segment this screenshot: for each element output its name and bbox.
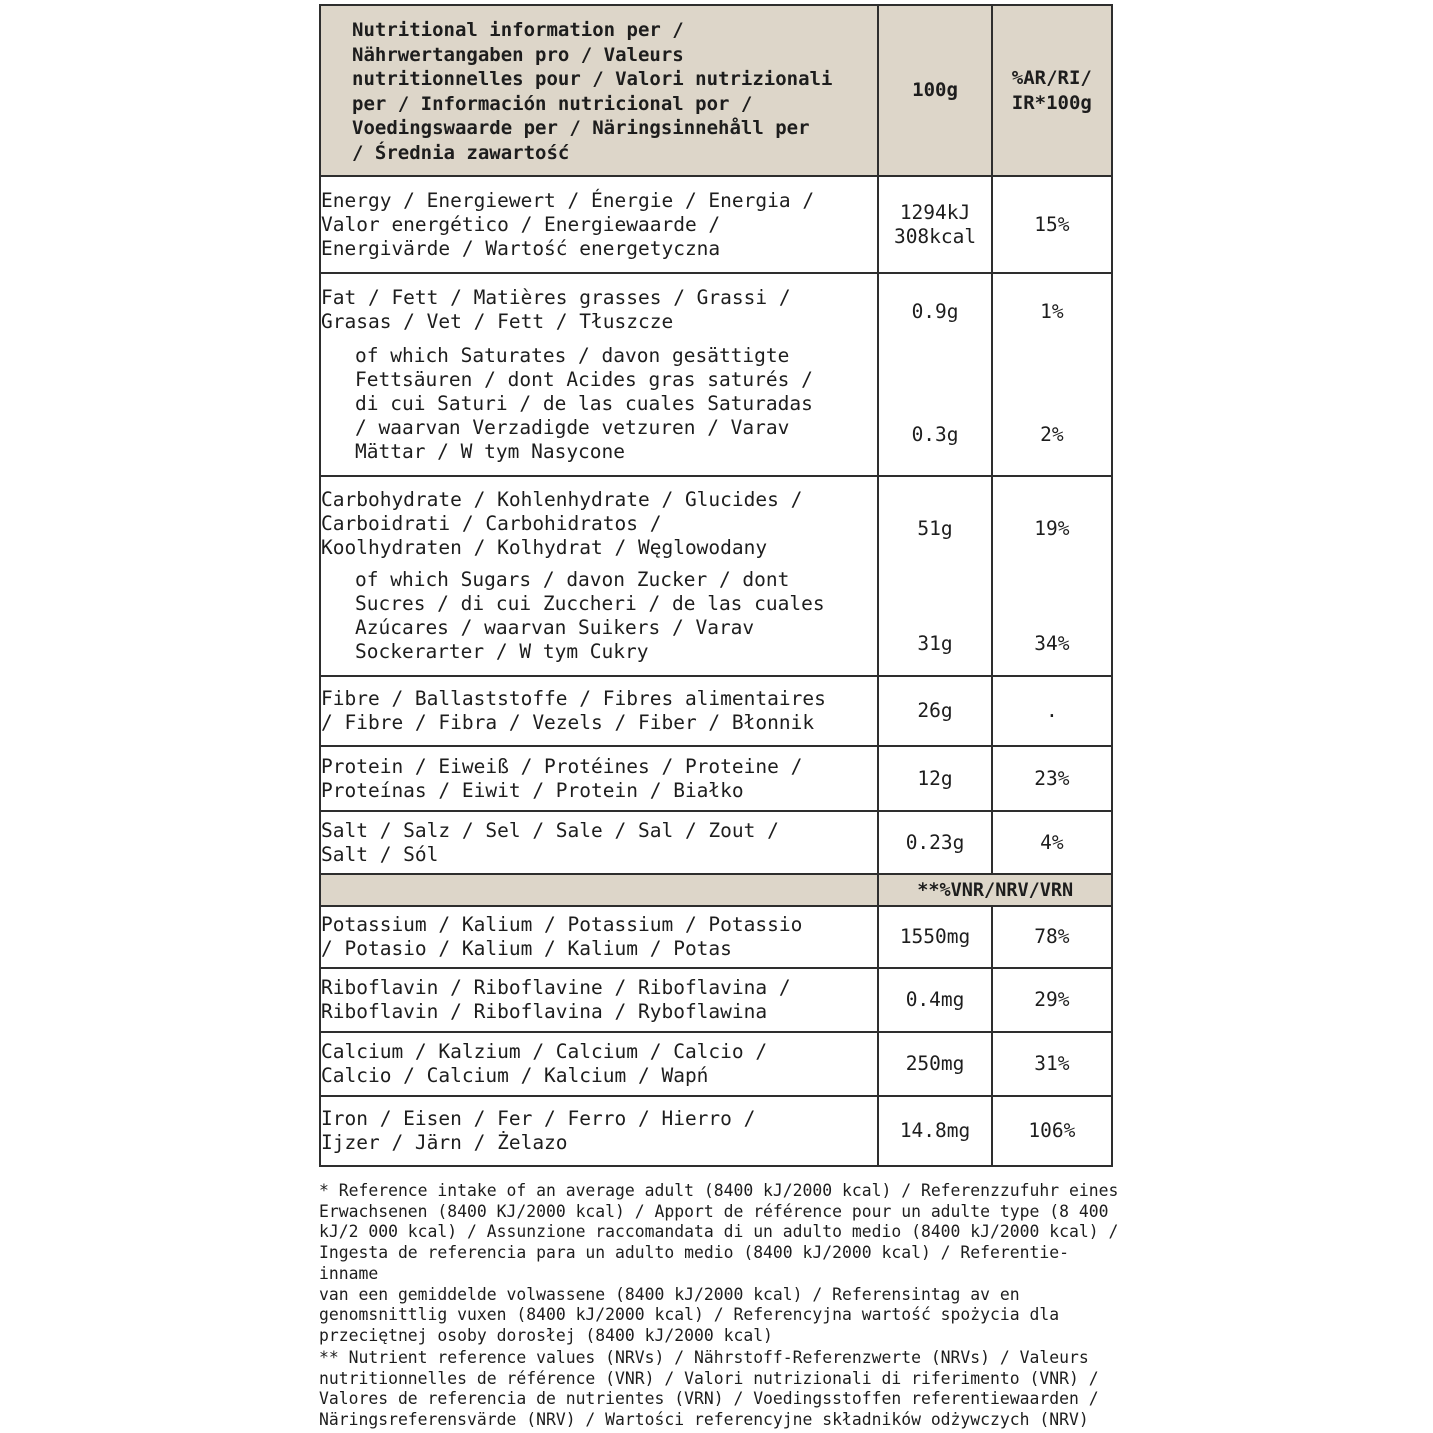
nrv-band-label: **%VNR/NRV/VRN [878,874,1112,906]
fat-value: 0.9g [911,300,959,323]
protein-ri: 23% [992,746,1112,811]
fat-label: Fat / Fett / Matières grasses / Grassi / Grasas / Vet / Fett / Tłuszcze of which Saturates / davon gesättigte Fettsäuren / dont Acides gras saturés / di cui Saturi / de las cuales Saturadas / waarvan Verzadigde vetzuren / Varav Mättar / W tym Nasycone [320,273,878,476]
protein-value: 12g [878,746,991,811]
footnote-nrv: ** Nutrient reference values (NRVs) / Nährstoff-Referenzwerte (NRVs) / Valeurs nutritionnelles de référence (VNR) / Valori nutrizionali di riferimento (VNR) / Valores de referencia de nutrientes (VRN) / Voedingsstoffen referentiewaarden / Näringsreferensvärde (NRV) / Wartości referencyjne składników odżywczych (NRV) [319,1348,1099,1430]
fat-values [878,273,991,476]
header-ri: %AR/RI/ IR*100g [992,5,1112,176]
table-header-row [320,5,1112,176]
row-fibre [320,676,1112,746]
sugars-ri: 34% [1034,632,1070,655]
nrv-band-row [320,874,1112,906]
saturates-label: of which Saturates / davon gesättigte Fettsäuren / dont Acides gras saturés / di cui Saturi / de las cuales Saturadas / waarvan Verzadigde vetzuren / Varav Mättar / W tym Nasycone [355,343,813,463]
row-carbohydrate [320,476,1112,676]
riboflavin-label: Riboflavin / Riboflavine / Riboflavina / Riboflavin / Riboflavina / Ryboflawina [320,968,878,1032]
calcium-nrv: 31% [992,1032,1112,1096]
row-fat [320,273,1112,476]
fibre-ri: . [992,676,1112,746]
nrv-band-empty [320,874,878,906]
row-potassium [320,906,1112,968]
potassium-label: Potassium / Kalium / Potassium / Potassio / Potasio / Kalium / Kalium / Potas [320,906,878,968]
row-energy [320,176,1112,273]
riboflavin-value: 0.4mg [878,968,991,1032]
energy-ri: 15% [992,176,1112,273]
saturates-value: 0.3g [911,423,959,446]
riboflavin-nrv: 29% [992,968,1112,1032]
iron-value: 14.8mg [878,1096,991,1166]
sugars-value: 31g [917,632,953,655]
nutrition-table [319,4,1113,1167]
fat-ri: 1% [1040,300,1064,323]
header-label: Nutritional information per / Nährwertangaben pro / Valeurs nutritionnelles pour / Valori nutrizionali per / Información nutricional por / Voedingswaarde per / Näringsinnehåll per / Średnia zawartość [320,5,878,176]
carbohydrate-values [878,476,991,676]
row-riboflavin [320,968,1112,1032]
row-protein [320,746,1112,811]
iron-nrv: 106% [992,1096,1112,1166]
protein-label: Protein / Eiweiß / Protéines / Proteine / Proteínas / Eiwit / Protein / Białko [320,746,878,811]
carbohydrate-ri-values [992,476,1112,676]
potassium-nrv: 78% [992,906,1112,968]
footnote-reference-intake: * Reference intake of an average adult (8400 kJ/2000 kcal) / Referenzzufuhr eines Erwachsenen (8400 KJ/2000 kcal) / Apport de référence pour un adulte type (8 400 kJ/2 000 kcal) / Assunzione raccomandata di un adulto medio (8400 kJ/2000 kcal) / Ingesta de referencia para un adulto medio (8400 kJ/2000 kcal) / Referentie-inname van een gemiddelde volwassene (8400 kJ/2000 kcal) / Referensintag av en genomsnittlig vuxen (8400 kJ/2000 kcal) / Referencyjna wartość spożycia dla przeciętnej osoby dorosłej (8400 kJ/2000 kcal) [319,1181,1119,1345]
calcium-value: 250mg [878,1032,991,1096]
fibre-value: 26g [878,676,991,746]
saturates-ri: 2% [1040,423,1064,446]
salt-ri: 4% [992,811,1112,874]
carbohydrate-ri: 19% [1034,517,1070,540]
fat-ri-values [992,273,1112,476]
carbohydrate-label: Carbohydrate / Kohlenhydrate / Glucides / Carboidrati / Carbohidratos / Koolhydraten / Kolhydrat / Węglowodany of which Sugars / davon Zucker / dont Sucres / di cui Zuccheri / de las cuales Azúcares / waarvan Suikers / Varav Sockerarter / W tym Cukry [320,476,878,676]
fibre-label: Fibre / Ballaststoffe / Fibres alimentaires / Fibre / Fibra / Vezels / Fiber / Błonnik [320,676,878,746]
calcium-label: Calcium / Kalzium / Calcium / Calcio / Calcio / Calcium / Kalcium / Wapń [320,1032,878,1096]
row-iron [320,1096,1112,1166]
row-calcium [320,1032,1112,1096]
header-100g: 100g [878,5,991,176]
energy-label: Energy / Energiewert / Énergie / Energia / Valor energético / Energiewaarde / Energivärde / Wartość energetyczna [320,176,878,273]
sugars-label: of which Sugars / davon Zucker / dont Sucres / di cui Zuccheri / de las cuales Azúcares / waarvan Suikers / Varav Sockerarter / W tym Cukry [355,568,825,663]
salt-value: 0.23g [878,811,991,874]
carbohydrate-value: 51g [917,517,953,540]
iron-label: Iron / Eisen / Fer / Ferro / Hierro / Ijzer / Järn / Żelazo [320,1096,878,1166]
potassium-value: 1550mg [878,906,991,968]
row-salt [320,811,1112,874]
energy-value: 1294kJ 308kcal [878,176,991,273]
salt-label: Salt / Salz / Sel / Sale / Sal / Zout / Salt / Sól [320,811,878,874]
